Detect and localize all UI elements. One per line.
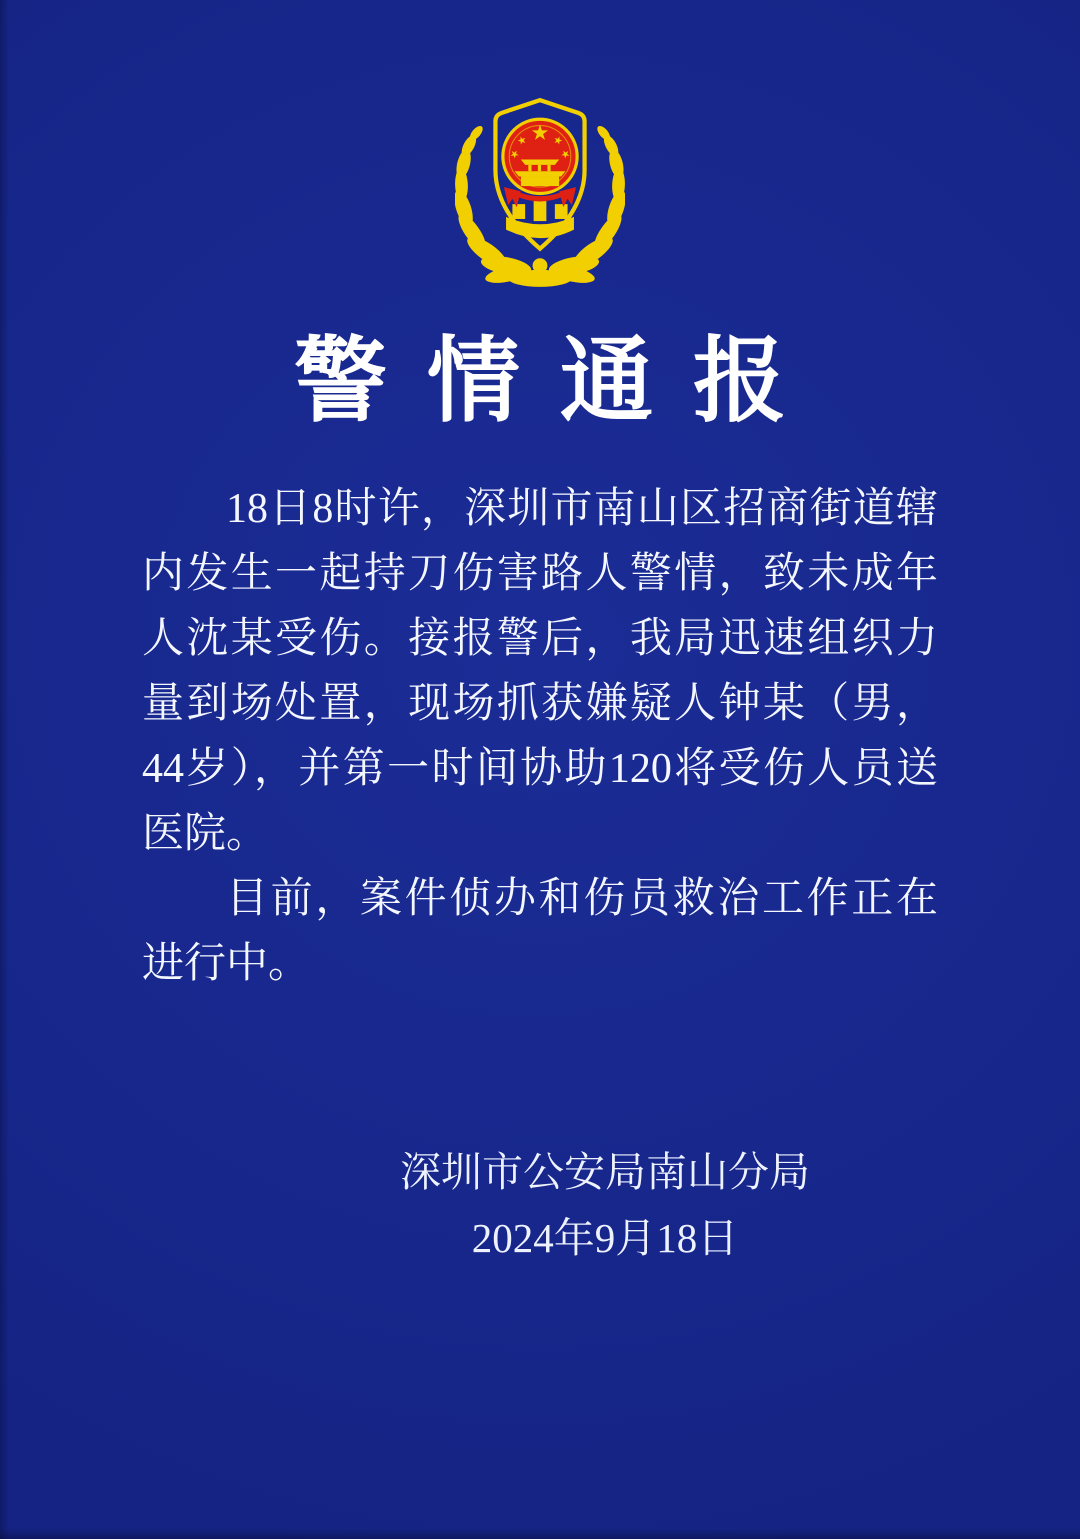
notice-date: 2024年9月18日 [471, 1215, 739, 1261]
notice-footer [0, 1139, 1080, 1271]
notice-paragraph-1: 18日8时许，深圳市南山区招商街道辖内发生一起持刀伤害路人警情，致未成年人沈某受伤。接报警后，我局迅速组织力量到场处置，现场抓获嫌疑人钟某（男，44岁），并第一时间协助120将受伤人员送医院。 [142, 486, 938, 857]
notice-paragraph-2: 目前，案件侦办和伤员救治工作正在进行中。 [142, 876, 938, 987]
police-badge-emblem [455, 98, 625, 289]
notice-title: 警情通报 [294, 331, 826, 434]
notice-body [142, 477, 938, 997]
issuing-authority: 深圳市公安局南山分局 [400, 1149, 810, 1195]
police-badge-icon [455, 98, 625, 289]
